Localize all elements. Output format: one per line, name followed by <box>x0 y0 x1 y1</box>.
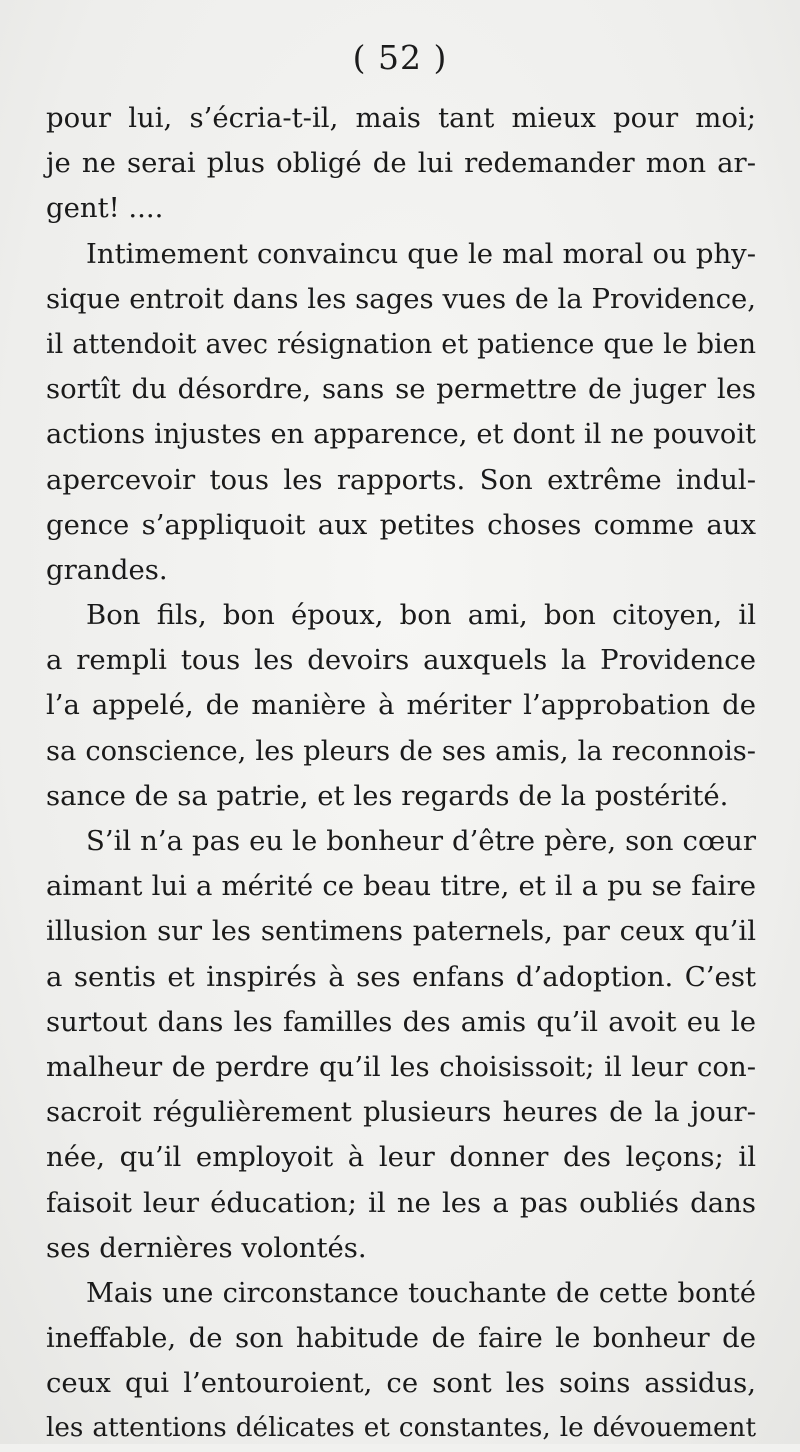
text-line: grandes. <box>46 553 168 586</box>
text-line: ceux qui l’entouroient, ce sont les soins assidus, <box>46 1367 756 1400</box>
text-line: faisoit leur éducation; il ne les a pas oubliés dans <box>46 1186 756 1219</box>
text-line: a rempli tous les devoirs auxquels la Providence <box>46 644 756 677</box>
text-line: il attendoit avec résignation et patience que le bien <box>46 328 756 360</box>
text-line: sacroit régulièrement plusieurs heures de la jour- <box>46 1096 756 1129</box>
text-line: gence s’appliquoit aux petites choses comme aux <box>46 508 756 541</box>
text-line: illusion sur les sentimens paternels, par ceux qu’il <box>46 915 756 948</box>
body-text <box>46 96 756 1452</box>
text-line: sique entroit dans les sages vues de la Providence, <box>46 282 756 315</box>
text-line: je ne serai plus obligé de lui redemander mon ar- <box>46 147 756 180</box>
text-line: surtout dans les familles des amis qu’il avoit eu le <box>46 1005 756 1038</box>
text-line: S’il n’a pas eu le bonheur d’être père, son cœur <box>86 825 756 857</box>
text-line: l’a appelé, de manière à mériter l’approbation de <box>46 689 756 722</box>
text-line: malheur de perdre qu’il les choisissoit; il leur con- <box>46 1050 756 1083</box>
text-line: ineffable, de son habitude de faire le bonheur de <box>46 1322 756 1355</box>
text-line: née, qu’il employoit à leur donner des leçons; il <box>46 1141 756 1174</box>
text-line: pour lui, s’écria-t-il, mais tant mieux pour moi; <box>46 102 756 134</box>
text-line: Intimement convaincu que le mal moral ou phy- <box>86 237 756 270</box>
text-line: sa conscience, les pleurs de ses amis, la reconnois- <box>46 735 756 767</box>
text-line: les attentions délicates et constantes, le dévouement <box>46 1413 756 1444</box>
text-line: Mais une circonstance touchante de cette bonté <box>86 1277 756 1309</box>
text-line: Bon fils, bon époux, bon ami, bon citoyen, il <box>86 599 756 632</box>
text-line: apercevoir tous les rapports. Son extrême indul- <box>46 463 756 496</box>
text-line: a sentis et inspirés à ses enfans d’adoption. C’est <box>46 960 756 993</box>
text-line: actions injustes en apparence, et dont il ne pouvoit <box>46 419 756 451</box>
text-line: aimant lui a mérité ce beau titre, et il a pu se faire <box>46 870 756 903</box>
text-line: sance de sa patrie, et les regards de la postérité. <box>46 779 729 812</box>
page-number: ( 52 ) <box>352 38 448 77</box>
text-line: sortît du désordre, sans se permettre de juger les <box>46 373 756 406</box>
text-line: ses dernières volontés. <box>46 1231 367 1264</box>
text-line: gent! .... <box>46 192 164 225</box>
